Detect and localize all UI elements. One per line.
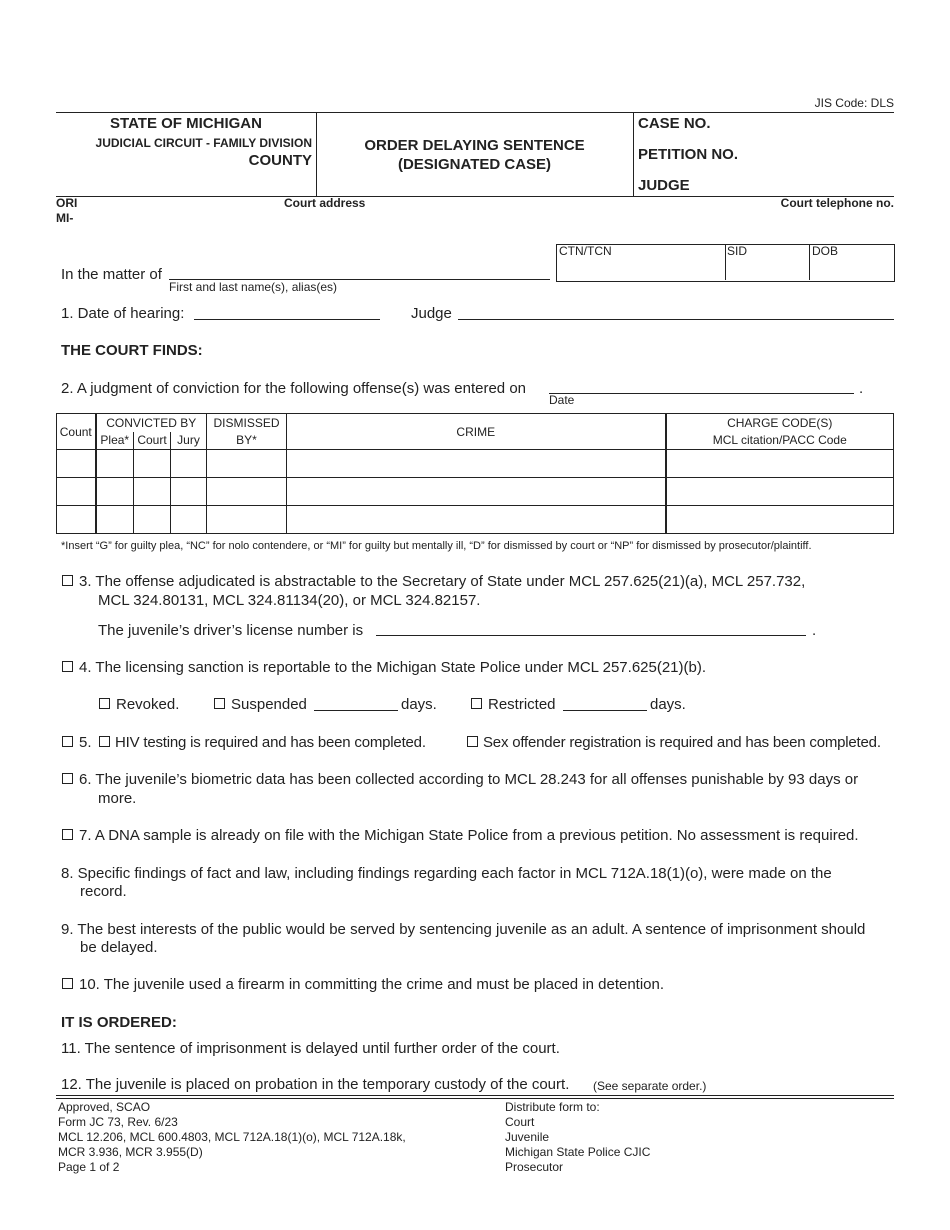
count-cell[interactable] <box>57 450 96 478</box>
plea-header: Plea* <box>96 432 134 450</box>
sid-label: SID <box>727 244 748 258</box>
table-row <box>57 478 894 506</box>
id-box-divider-1 <box>725 244 726 280</box>
item6-checkbox[interactable] <box>62 773 73 784</box>
restricted-label: Restricted <box>488 696 556 713</box>
crime-header: CRIME <box>287 414 666 450</box>
hearing-date-label: 1. Date of hearing: <box>61 305 185 322</box>
petition-no-label: PETITION NO. <box>638 146 739 163</box>
suspended-label: Suspended <box>231 696 307 713</box>
suspended-days-field[interactable] <box>314 710 398 711</box>
footer-mcl-refs: MCL 12.206, MCL 600.4803, MCL 712A.18(1)(o), MCL 712A.18k, <box>58 1130 406 1144</box>
form-title-line1: ORDER DELAYING SENTENCE <box>364 137 585 154</box>
sex-offender-checkbox[interactable] <box>467 736 478 747</box>
item5-checkbox[interactable] <box>62 736 73 747</box>
judge-field[interactable] <box>458 319 894 320</box>
court-telephone-label: Court telephone no. <box>780 196 894 210</box>
license-label: The juvenile’s driver’s license number is <box>98 622 364 639</box>
item8-line1: 8. Specific findings of fact and law, including findings regarding each factor in MCL 712A.18(1)(o), were made on the <box>61 865 832 882</box>
restricted-days-label: days. <box>650 696 686 713</box>
revoked-label: Revoked. <box>116 696 180 713</box>
mi-label: MI- <box>56 211 74 225</box>
item4-checkbox[interactable] <box>62 661 73 672</box>
item11-text: 11. The sentence of imprisonment is delayed until further order of the court. <box>61 1040 560 1057</box>
court-cell[interactable] <box>134 450 171 478</box>
distribute-court: Court <box>505 1115 535 1129</box>
charge-code-header-2: MCL citation/PACC Code <box>666 432 894 450</box>
distribute-msp: Michigan State Police CJIC <box>505 1145 651 1159</box>
item6-line1: 6. The juvenile’s biometric data has been collected according to MCL 28.243 for all offenses punishable by 93 days or <box>79 771 859 788</box>
charge-code-header-1: CHARGE CODE(S) <box>666 414 894 432</box>
dismissed-cell[interactable] <box>207 478 287 506</box>
form-title-line2: (DESIGNATED CASE) <box>397 156 552 173</box>
footer-left <box>58 1100 406 1175</box>
item3-line2: MCL 324.80131, MCL 324.81134(20), or MCL 324.82157. <box>98 592 481 609</box>
item4-text: 4. The licensing sanction is reportable to the Michigan State Police under MCL 257.625(21)(b). <box>79 659 707 676</box>
item12-note: (See separate order.) <box>593 1079 707 1093</box>
jury-header: Jury <box>171 432 207 450</box>
restricted-days-field[interactable] <box>563 710 647 711</box>
item9-line1: 9. The best interests of the public would be served by sentencing juvenile as an adult. A sentence of imprisonment should <box>61 921 866 938</box>
jury-cell[interactable] <box>171 506 207 534</box>
crime-cell[interactable] <box>287 506 666 534</box>
footer-approved: Approved, SCAO <box>58 1100 151 1114</box>
case-no-label: CASE NO. <box>638 115 711 132</box>
convicted-by-header: CONVICTED BY <box>96 414 207 432</box>
dob-label: DOB <box>812 244 839 258</box>
jis-code: JIS Code: DLS <box>814 96 894 110</box>
plea-cell[interactable] <box>96 506 134 534</box>
it-is-ordered-heading: IT IS ORDERED: <box>61 1014 177 1031</box>
license-number-field[interactable] <box>376 635 806 636</box>
table-row <box>57 450 894 478</box>
item7-checkbox[interactable] <box>62 829 73 840</box>
judge-label: Judge <box>411 305 452 322</box>
crime-cell[interactable] <box>287 450 666 478</box>
count-header: Count <box>57 414 96 450</box>
matter-label: In the matter of <box>61 266 162 283</box>
dismissed-cell[interactable] <box>207 506 287 534</box>
dismissed-cell[interactable] <box>207 450 287 478</box>
offense-table <box>56 413 894 534</box>
id-box-divider-2 <box>809 244 810 280</box>
item3-line1: 3. The offense adjudicated is abstractable to the Secretary of State under MCL 257.625(21)(a), MCL 257.732, <box>79 573 806 590</box>
court-finds-heading: THE COURT FINDS: <box>61 342 203 359</box>
count-cell[interactable] <box>57 506 96 534</box>
item12-text: 12. The juvenile is placed on probation in the temporary custody of the court. <box>61 1076 570 1093</box>
header-bottom-rule <box>56 196 894 197</box>
matter-name-caption: First and last name(s), alias(es) <box>169 280 338 294</box>
court-cell[interactable] <box>134 478 171 506</box>
table-row <box>57 506 894 534</box>
distribute-juvenile: Juvenile <box>505 1130 550 1144</box>
court-cell[interactable] <box>134 506 171 534</box>
suspended-days-label: days. <box>401 696 437 713</box>
state-title: STATE OF MICHIGAN <box>110 115 262 132</box>
footer-page-number: Page 1 of 2 <box>58 1160 120 1174</box>
charge-code-cell[interactable] <box>666 450 894 478</box>
item8-line2: record. <box>80 883 127 900</box>
court-division: JUDICIAL CIRCUIT - FAMILY DIVISION <box>95 136 312 150</box>
restricted-checkbox[interactable] <box>471 698 482 709</box>
header-divider-right <box>633 112 634 196</box>
crime-cell[interactable] <box>287 478 666 506</box>
item6-line2: more. <box>98 790 137 807</box>
header-top-rule <box>56 112 894 113</box>
ctn-tcn-label: CTN/TCN <box>559 244 612 258</box>
charge-code-cell[interactable] <box>666 506 894 534</box>
footer-form-number: Form JC 73, Rev. 6/23 <box>58 1115 178 1129</box>
footer-rule-1 <box>56 1095 894 1096</box>
county-label: COUNTY <box>248 152 312 169</box>
footer-mcr-refs: MCR 3.936, MCR 3.955(D) <box>58 1145 203 1159</box>
item10-checkbox[interactable] <box>62 978 73 989</box>
conviction-date-field[interactable] <box>549 393 854 394</box>
suspended-checkbox[interactable] <box>214 698 225 709</box>
footer-rule-2 <box>56 1098 894 1099</box>
item2-period: . <box>859 380 864 397</box>
sex-offender-label: Sex offender registration is required and has been completed. <box>483 734 881 751</box>
hiv-checkbox[interactable] <box>99 736 110 747</box>
jury-cell[interactable] <box>171 478 207 506</box>
revoked-checkbox[interactable] <box>99 698 110 709</box>
conviction-date-caption: Date <box>549 393 575 407</box>
license-period: . <box>812 622 817 639</box>
distribute-label: Distribute form to: <box>505 1100 600 1114</box>
court-address-label: Court address <box>284 196 366 210</box>
court-header: Court <box>134 432 171 450</box>
dismissed-by-header-1: DISMISSED <box>207 414 287 432</box>
judge-header-label: JUDGE <box>638 177 690 194</box>
item5-number: 5. <box>79 734 92 751</box>
ori-label: ORI <box>56 196 78 210</box>
jury-cell[interactable] <box>171 450 207 478</box>
plea-cell[interactable] <box>96 478 134 506</box>
dismissed-by-header-2: BY* <box>207 432 287 450</box>
plea-cell[interactable] <box>96 450 134 478</box>
hearing-date-field[interactable] <box>194 319 380 320</box>
count-cell[interactable] <box>57 478 96 506</box>
item7-text: 7. A DNA sample is already on file with the Michigan State Police from a previous petition. No assessment is required. <box>79 827 859 844</box>
item3-checkbox[interactable] <box>62 575 73 586</box>
item9-line2: be delayed. <box>80 939 158 956</box>
distribute-prosecutor: Prosecutor <box>505 1160 564 1174</box>
header-divider-left <box>316 112 317 196</box>
table-footnote: *Insert “G” for guilty plea, “NC” for nolo contendere, or “MI” for guilty but mentally ill, “D” for dismissed by court or “NP” for dismissed by prosecutor/plaintiff. <box>61 540 812 552</box>
item2-text: 2. A judgment of conviction for the following offense(s) was entered on <box>61 380 526 397</box>
hiv-label: HIV testing is required and has been completed. <box>115 734 426 751</box>
footer-right <box>505 1100 650 1175</box>
charge-code-cell[interactable] <box>666 478 894 506</box>
item10-text: 10. The juvenile used a firearm in committing the crime and must be placed in detention. <box>79 976 665 993</box>
